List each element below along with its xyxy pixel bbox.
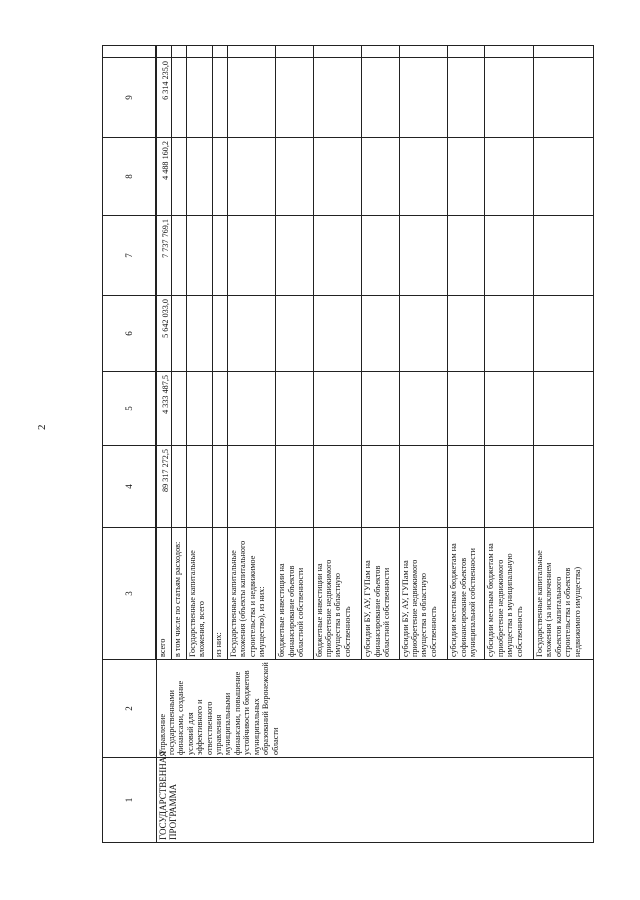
empty-cell (276, 46, 313, 58)
value-cell (276, 296, 313, 372)
value-cell (276, 372, 313, 446)
value-cell (399, 372, 448, 446)
value-cell (448, 446, 485, 528)
header-col-9: 9 (103, 58, 157, 138)
value-cell (485, 372, 534, 446)
header-col-1: 1 (103, 758, 157, 843)
value-cell (485, 446, 534, 528)
value-cell (171, 138, 186, 216)
value-cell (362, 138, 399, 216)
value-cell (227, 372, 276, 446)
header-col-7: 7 (103, 216, 157, 296)
budget-table (102, 45, 594, 843)
value-cell: 4 488 160,2 (156, 138, 171, 216)
value-cell (399, 446, 448, 528)
value-cell (186, 216, 212, 296)
row-label: Государственные капитальные вложения (за исключением объектов капитального строительства и объектов недвижимого имущества) (534, 528, 594, 660)
empty-cell (313, 46, 362, 58)
value-cell (362, 216, 399, 296)
value-cell (212, 216, 227, 296)
value-cell (186, 296, 212, 372)
value-cell (485, 58, 534, 138)
value-cell (362, 296, 399, 372)
program-name-cell: Управление государственными финансами, создание условий для эффективного и ответственного управления муниципальными финансами, повышение устойчивости бюджетов муниципальных образований Воронежской области (156, 660, 594, 758)
value-cell (186, 58, 212, 138)
value-cell (171, 216, 186, 296)
value-cell (362, 58, 399, 138)
value-cell (171, 296, 186, 372)
value-cell (399, 58, 448, 138)
value-cell (448, 138, 485, 216)
empty-cell (186, 46, 212, 58)
value-cell: 89 317 272,5 (156, 446, 171, 528)
page-number: 2 (36, 424, 48, 430)
value-cell (313, 58, 362, 138)
row-label: Государственные капитальные вложения (объекты капитального строительства и недвижимое имущество), из них: (227, 528, 276, 660)
value-cell (448, 216, 485, 296)
value-cell (485, 296, 534, 372)
header-col-extra (103, 46, 157, 58)
value-cell (448, 296, 485, 372)
row-label: в том числе по статьям расходов: (171, 528, 186, 660)
row-label: Государственные капитальные вложения, всего (186, 528, 212, 660)
value-cell (171, 372, 186, 446)
value-cell (534, 446, 594, 528)
value-cell (212, 138, 227, 216)
value-cell (534, 216, 594, 296)
value-cell (313, 138, 362, 216)
empty-cell (534, 46, 594, 58)
empty-cell (448, 46, 485, 58)
value-cell (399, 296, 448, 372)
value-cell: 5 642 033,0 (156, 296, 171, 372)
value-cell (313, 372, 362, 446)
header-col-2: 2 (103, 660, 157, 758)
header-row (103, 46, 157, 843)
rotated-table-sheet (102, 58, 594, 843)
value-cell (534, 296, 594, 372)
value-cell (171, 446, 186, 528)
value-cell (534, 372, 594, 446)
value-cell (485, 216, 534, 296)
table-row (156, 46, 171, 843)
header-col-5: 5 (103, 372, 157, 446)
empty-cell (362, 46, 399, 58)
empty-cell (156, 46, 171, 58)
value-cell: 7 737 769,1 (156, 216, 171, 296)
value-cell (362, 446, 399, 528)
value-cell (313, 446, 362, 528)
value-cell (448, 372, 485, 446)
value-cell (212, 372, 227, 446)
value-cell (212, 58, 227, 138)
value-cell (212, 446, 227, 528)
value-cell (227, 138, 276, 216)
row-label: субсидии местным бюджетам на софинансирование объектов муниципальной собственности (448, 528, 485, 660)
value-cell (276, 216, 313, 296)
value-cell (534, 138, 594, 216)
value-cell (313, 296, 362, 372)
value-cell: 6 314 235,0 (156, 58, 171, 138)
row-label: субсидии местным бюджетам на приобретение недвижимого имущества в муниципальную собственность (485, 528, 534, 660)
row-label: бюджетные инвестиции на приобретение недвижимого имущества в областную собственность (313, 528, 362, 660)
empty-cell (227, 46, 276, 58)
row-label: субсидии БУ, АУ, ГУПам на финансирование объектов областной собственности (362, 528, 399, 660)
value-cell (399, 216, 448, 296)
value-cell (448, 58, 485, 138)
empty-cell (212, 46, 227, 58)
value-cell (276, 446, 313, 528)
row-label: всего (156, 528, 171, 660)
empty-cell (171, 46, 186, 58)
value-cell (362, 372, 399, 446)
row-label: из них: (212, 528, 227, 660)
value-cell (276, 58, 313, 138)
row-label: бюджетные инвестиции на финансирование объектов областной собственности (276, 528, 313, 660)
value-cell (485, 138, 534, 216)
row-label: субсидии БУ, АУ, ГУПам на приобретение недвижимого имущества в областную собственность (399, 528, 448, 660)
value-cell (276, 138, 313, 216)
value-cell (227, 58, 276, 138)
empty-cell (399, 46, 448, 58)
value-cell (534, 58, 594, 138)
header-col-6: 6 (103, 296, 157, 372)
value-cell (186, 138, 212, 216)
value-cell (186, 446, 212, 528)
value-cell (227, 296, 276, 372)
empty-cell (485, 46, 534, 58)
value-cell (171, 58, 186, 138)
value-cell (212, 296, 227, 372)
value-cell (186, 372, 212, 446)
header-col-8: 8 (103, 138, 157, 216)
value-cell (399, 138, 448, 216)
header-col-4: 4 (103, 446, 157, 528)
value-cell (313, 216, 362, 296)
value-cell: 4 333 487,5 (156, 372, 171, 446)
value-cell (227, 446, 276, 528)
program-type-cell: ГОСУДАРСТВЕННАЯ ПРОГРАММА (156, 758, 594, 843)
header-col-3: 3 (103, 528, 157, 660)
value-cell (227, 216, 276, 296)
